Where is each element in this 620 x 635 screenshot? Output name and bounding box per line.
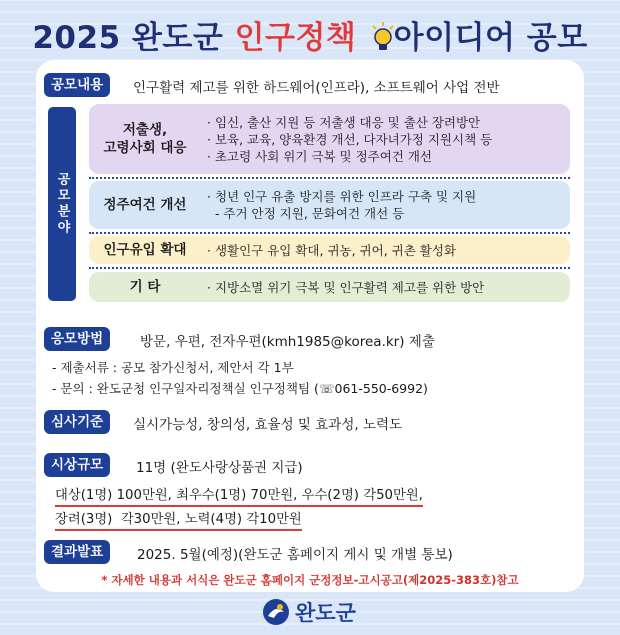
field-row-items — [207, 181, 476, 229]
field-row-label: 인구유입 확대 — [103, 242, 187, 258]
logo-name: 완도군 — [295, 601, 356, 625]
list-item: · 청년 인구 유출 방지를 위한 인프라 구축 및 지원 — [207, 189, 477, 204]
list-item: · 생활인구 유입 확대, 귀농, 귀어, 귀촌 활성화 — [207, 242, 456, 258]
prize-line-2: 장려(3명) 각30만원, 노력(4명) 각10만원 — [55, 508, 302, 531]
field-row-items — [207, 104, 492, 174]
apply-text: 방문, 우편, 전자우편(kmh1985@korea.kr) 제출 — [140, 334, 435, 350]
wando-logo-mark — [262, 598, 290, 626]
prize-line-1: 대상(1명) 100만원, 최우수(1명) 70만원, 우수(2명) 각50만원, — [55, 484, 423, 507]
apply-contact: - 문의 : 완도군청 인구일자리정책실 인구정책팀 (☏061-550-6992) — [52, 381, 428, 396]
divider — [89, 267, 570, 269]
field-row-items — [207, 236, 456, 264]
title-highlight: 인구정책 — [234, 20, 357, 56]
review-label: 심사기준 — [44, 410, 110, 434]
prize-text: 11명 (완도사랑상품권 지급) — [136, 460, 303, 476]
list-item: · 초고령 사회 위기 극복 및 정주여건 개선 — [207, 148, 432, 164]
title-year: 2025 완도군 — [32, 20, 224, 56]
result-label: 결과발표 — [44, 540, 110, 564]
prize-label: 시상규모 — [44, 453, 110, 477]
result-text: 2025. 5월(예정)(완도군 홈페이지 게시 및 개별 통보) — [137, 547, 453, 563]
divider — [89, 232, 570, 234]
field-row-settlement — [89, 181, 570, 229]
content-text: 인구활력 제고를 위한 하드웨어(인프라), 소프트웨어 사업 전반 — [133, 80, 500, 96]
lightbulb-icon — [370, 22, 396, 60]
field-row-other — [89, 272, 570, 302]
list-item: · 지방소멸 위기 극복 및 인구활력 제고를 위한 방안 — [207, 279, 485, 295]
field-row-label: 저출생, 고령사회 대응 — [103, 122, 187, 156]
field-row-items — [207, 272, 484, 302]
divider — [89, 177, 570, 179]
page-title — [0, 12, 620, 60]
field-row-label: 기 타 — [129, 279, 161, 295]
list-item: - 주거 안정 지원, 문화여건 개선 등 — [207, 206, 405, 221]
field-row-label: 정주여건 개선 — [103, 197, 187, 213]
title-rest: 아이디어 공모 — [393, 20, 588, 56]
content-label: 공모내용 — [44, 73, 110, 97]
fields-side-label: 공모분야 — [48, 107, 76, 301]
apply-label: 응모방법 — [44, 327, 110, 351]
list-item: · 보육, 교육, 양육환경 개선, 다자녀가정 지원시책 등 — [207, 131, 493, 147]
footer-note: * 자세한 내용과 서식은 완도군 홈페이지 군정정보-고시공고(제2025-383호)참고 — [101, 573, 519, 587]
field-row-inflow — [89, 236, 570, 264]
list-item: · 임신, 출산 지원 등 저출생 대응 및 출산 장려방안 — [207, 114, 481, 130]
field-row-lowbirth — [89, 104, 570, 174]
review-text: 실시가능성, 창의성, 효율성 및 효과성, 노력도 — [133, 417, 403, 433]
wando-logo — [262, 597, 356, 627]
apply-docs: - 제출서류 : 공모 참가신청서, 제안서 각 1부 — [52, 360, 294, 375]
